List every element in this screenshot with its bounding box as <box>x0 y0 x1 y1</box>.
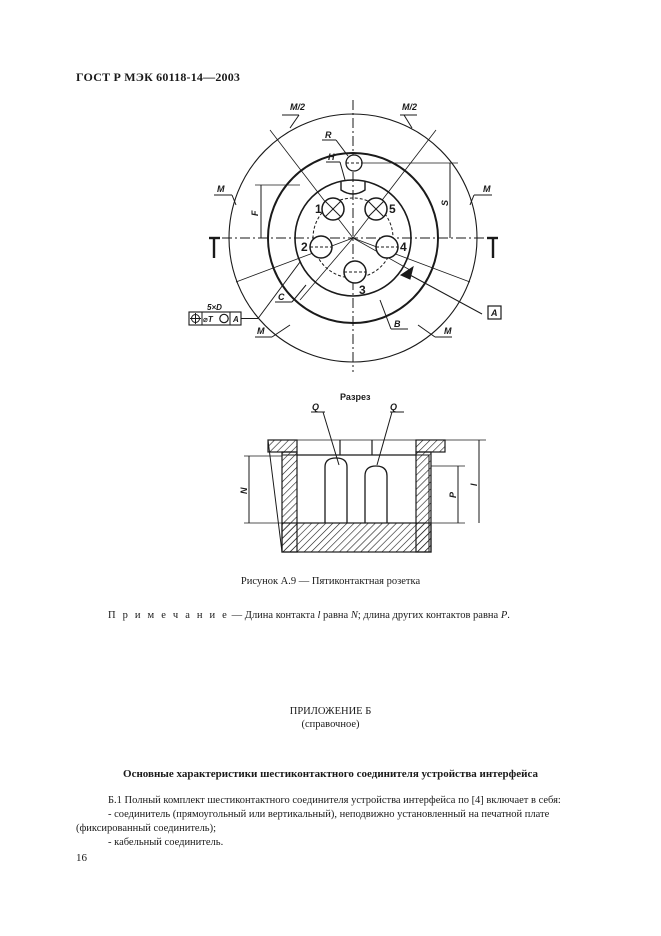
label-b: B <box>394 319 401 329</box>
note-end: . <box>507 610 510 621</box>
label-h: H <box>328 152 335 162</box>
label-section: Разрез <box>340 392 371 402</box>
label-pin-4: 4 <box>400 240 407 254</box>
body-text <box>76 794 616 850</box>
label-r: R <box>325 130 332 140</box>
label-pin-5: 5 <box>389 202 396 216</box>
document-header: ГОСТ Р МЭК 60118-14—2003 <box>76 70 241 84</box>
pin-1 <box>322 198 344 220</box>
note-text-1: — Длина контакта <box>229 610 318 621</box>
section-body <box>268 440 445 552</box>
note-lead: П р и м е ч а н и е <box>108 610 230 621</box>
label-m-bottom-right: M <box>444 326 452 336</box>
label-f: F <box>250 210 260 216</box>
label-m-left: M <box>217 184 225 194</box>
note-text-2: равна <box>320 610 351 621</box>
label-m-right: M <box>483 184 491 194</box>
label-pin-2: 2 <box>301 240 308 254</box>
label-n: N <box>239 487 249 494</box>
appendix-heading <box>0 705 661 731</box>
label-m-half-left: M/2 <box>290 102 306 112</box>
label-m-bottom-left: M <box>257 326 265 336</box>
paragraph-item-1: - соединитель (прямоугольный или вертикальный), неподвижно установленный на печатной плате (фиксированный соединитель); <box>76 809 550 834</box>
label-s: S <box>440 199 450 206</box>
paragraph-b1: Б.1 Полный комплект шестиконтактного соединителя устройства интерфейса по [4] включает в себя: <box>108 795 561 806</box>
label-q-right: Q <box>390 402 398 412</box>
label-pin-3: 3 <box>359 283 366 297</box>
label-m-half-right: M/2 <box>402 102 418 112</box>
note-var-l: l <box>317 610 321 621</box>
pin-5 <box>365 198 387 220</box>
note-text-3: ; длина других контактов равна <box>357 610 501 621</box>
appendix-subtitle: (справочное) <box>301 719 360 730</box>
label-q-left: Q <box>312 402 320 412</box>
label-a: A <box>491 308 498 318</box>
note-var-n: N <box>350 610 358 621</box>
label-tol-t: ⌀T <box>203 315 213 324</box>
figure-caption: Рисунок А.9 — Пятиконтактная розетка <box>240 576 421 587</box>
pin-4 <box>376 236 398 258</box>
note-var-p: P <box>500 610 508 621</box>
pin-3 <box>344 261 366 283</box>
label-p: P <box>448 491 458 498</box>
pin-2 <box>310 236 332 258</box>
label-c: C <box>278 292 285 302</box>
figure-note <box>108 610 510 621</box>
pin-r-top <box>346 155 362 171</box>
label-tol-top: 5×D <box>207 303 222 312</box>
section-title: Основные характеристики шестиконтактного соединителя устройства интерфейса <box>123 768 538 780</box>
appendix-title: ПРИЛОЖЕНИЕ Б <box>289 706 372 717</box>
label-pin-1: 1 <box>315 202 322 216</box>
label-l: l <box>469 483 479 486</box>
label-tol-a: A <box>233 315 239 324</box>
page-number: 16 <box>76 852 87 864</box>
paragraph-item-2: - кабельный соединитель. <box>108 837 224 848</box>
section-contacts <box>325 458 387 523</box>
